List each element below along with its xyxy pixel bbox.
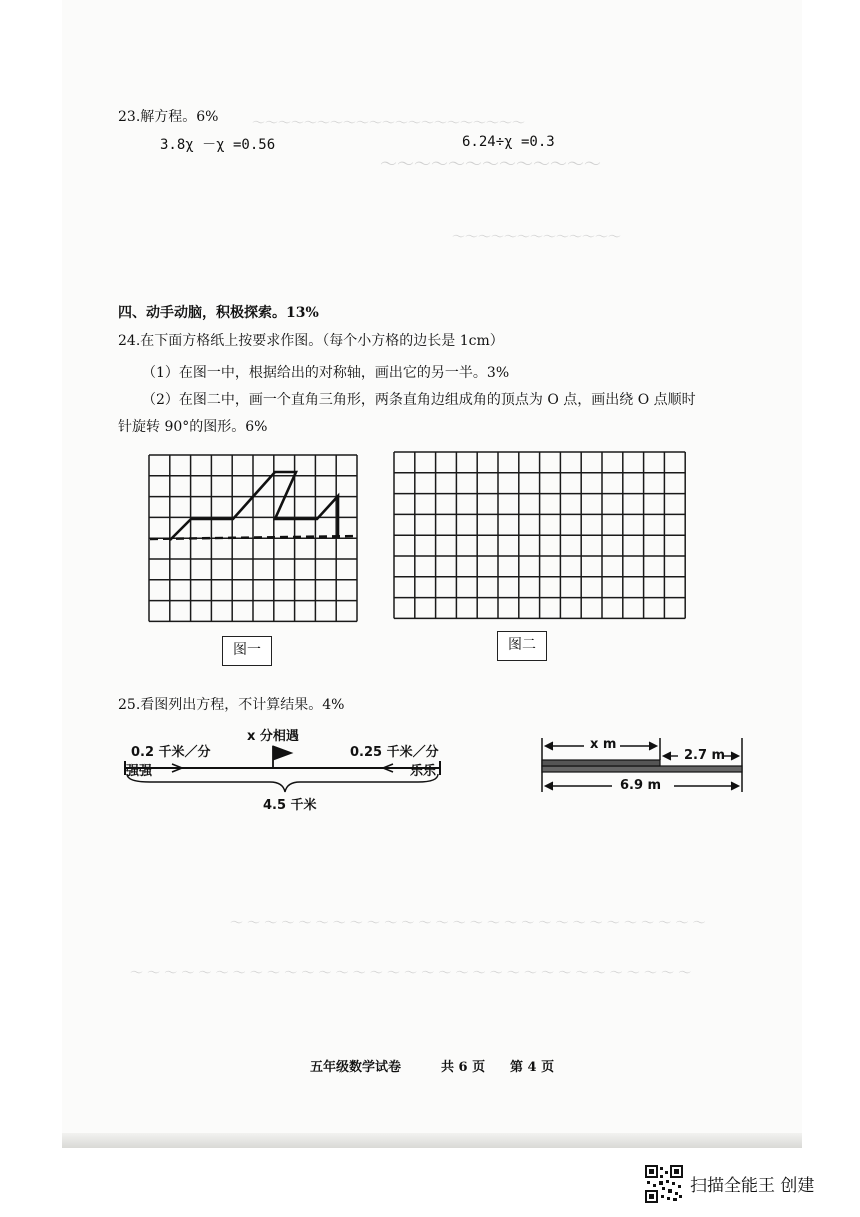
q23-equation-2: 6.24÷χ =0.3 [462,134,555,150]
bleed-through-text: ～～～～～～～～～～～～～ [380,155,601,175]
watermark-text: 扫描全能王 创建 [690,1176,815,1196]
q23-title: 23.解方程。6% [118,109,219,125]
figure-1-caption: 图一 [222,636,272,666]
long-bar [542,766,742,772]
left-person-label: 强强 [126,764,153,779]
figure-1-shape [170,472,338,540]
right-speed-label: 0.25 千米／分 [350,745,439,760]
grid-figure-2 [394,452,685,618]
q25-title: 25.看图列出方程，不计算结果。4% [118,697,345,713]
footer-subject: 五年级数学试卷 [310,1060,402,1075]
footer-total-pages: 共 6 页 [441,1060,486,1075]
flag-icon [273,746,292,760]
bleed-through-text: ～ ～ ～ ～ ～ ～ ～ ～ ～ ～ ～ ～ ～ ～ ～ ～ ～ ～ ～ ～ ～ ～ ～ ～ ～ ～ ～ ～ ～ ～ ～ ～ ～ [130,966,692,981]
figure-2-caption: 图二 [497,631,547,661]
q23-equation-1: 3.8χ －χ =0.56 [160,137,276,153]
bar-remain-label: 2.7 m [684,748,726,763]
q24-part-2-line-2: 针旋转 90°的图形。6% [118,419,268,435]
meet-label: x 分相遇 [247,729,299,744]
bleed-through-text: ～～～～～～～～～～～～～ [452,230,622,245]
footer-current-page: 第 4 页 [510,1060,555,1075]
q24-title: 24.在下面方格纸上按要求作图。（每个小方格的边长是 1cm） [118,333,504,349]
distance-brace [127,774,438,792]
bar-x-label: x m [590,737,617,752]
bleed-through-text: ～ ～ ～ ～ ～ ～ ～ ～ ～ ～ ～ ～ ～ ～ ～ ～ ～ ～ ～ ～ ～ ～ ～ ～ ～ ～ ～ ～ [230,916,706,931]
right-person-label: 乐乐 [410,764,437,779]
short-bar [542,760,660,766]
distance-label: 4.5 千米 [263,798,317,813]
section-4-title: 四、动手动脑，积极探索。13% [118,305,319,321]
bar-total-label: 6.9 m [620,778,662,793]
left-speed-label: 0.2 千米／分 [131,745,211,760]
q24-part-1: （1）在图一中，根据给出的对称轴，画出它的另一半。3% [142,365,510,381]
q24-part-2-line-1: （2）在图二中，画一个直角三角形，两条直角边组成角的顶点为 O 点，画出绕 O 点顺时 [142,392,696,408]
bleed-through-text: ～～～～～～～～～～～～～～～～～～～～～ [252,116,526,131]
qr-code-icon [645,1165,683,1203]
